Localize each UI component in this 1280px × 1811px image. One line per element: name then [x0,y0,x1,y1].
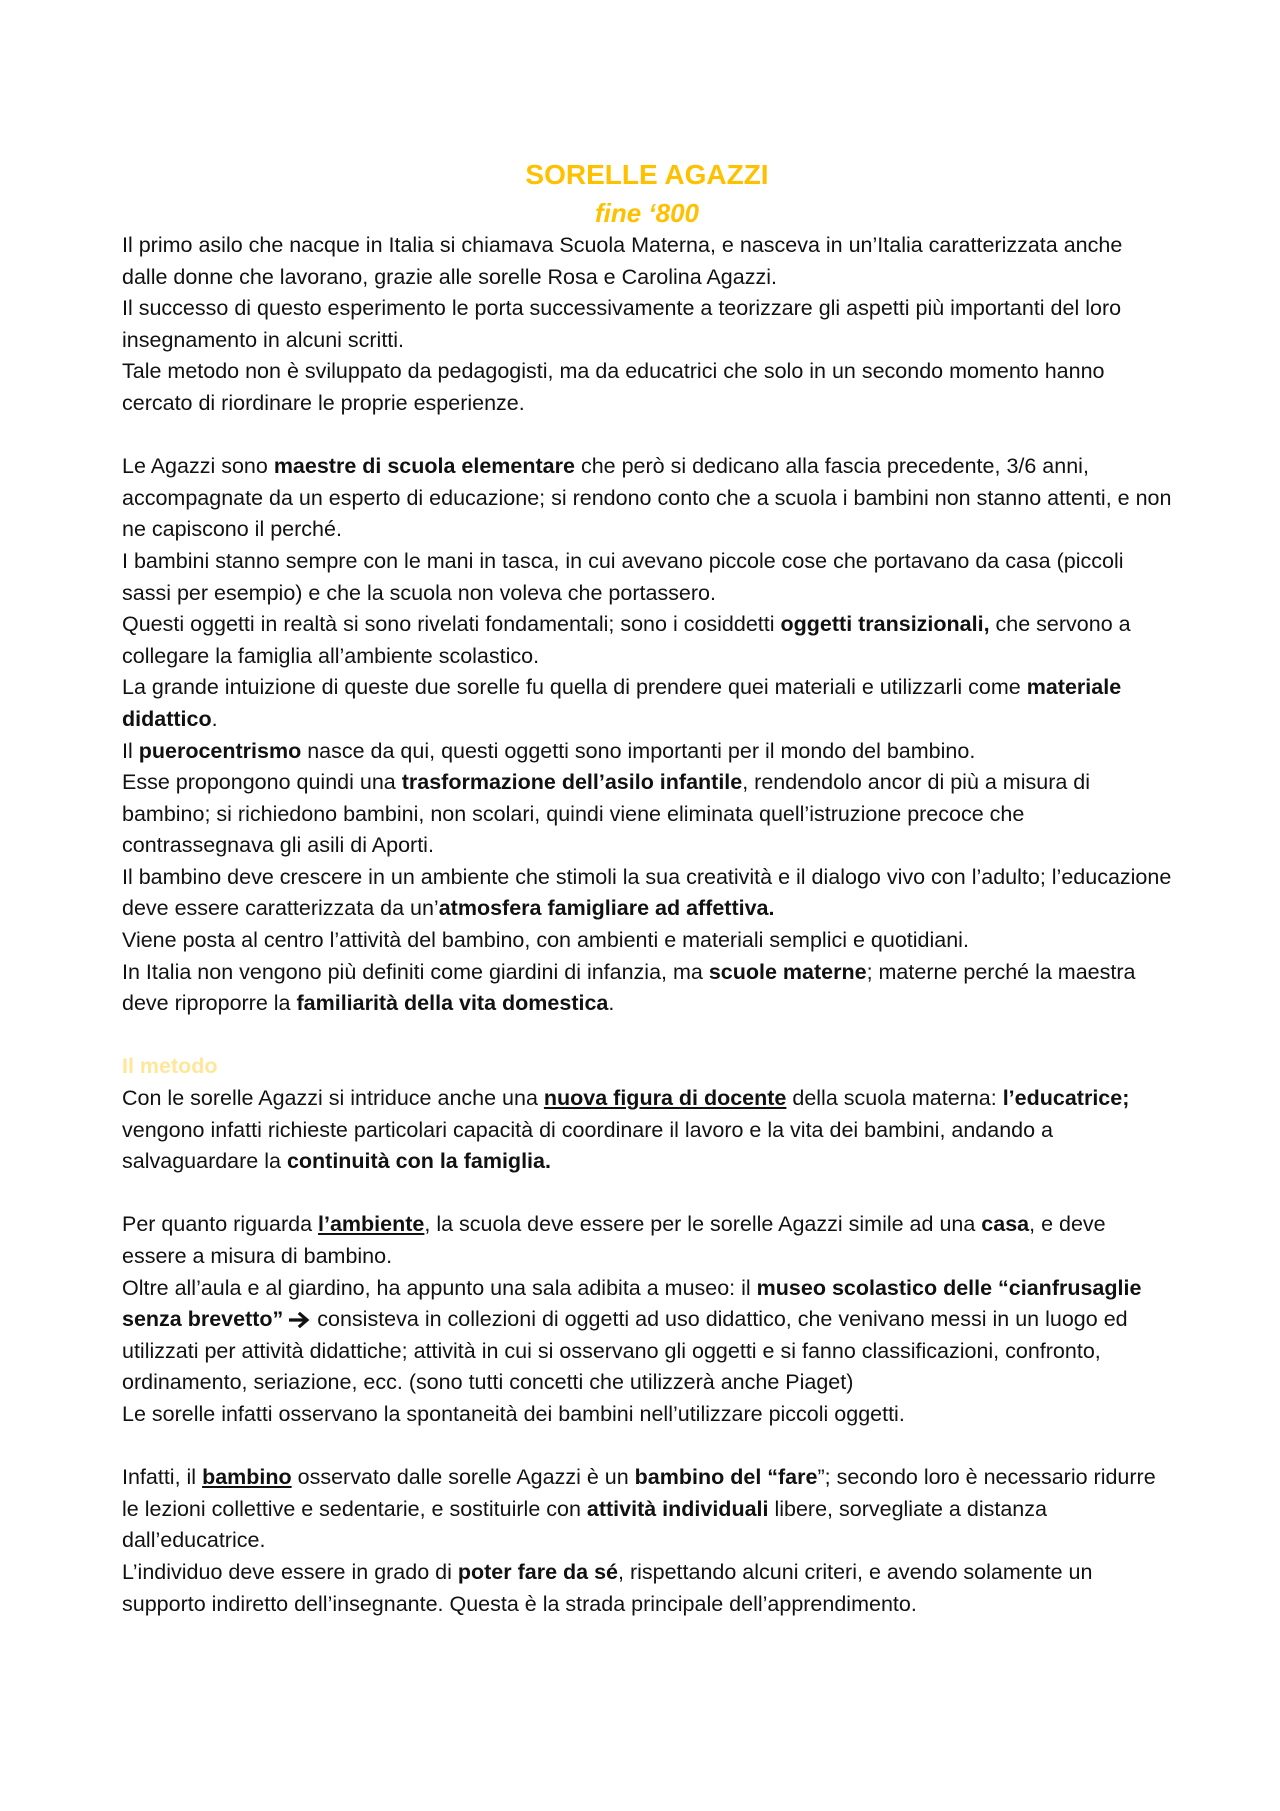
agazzi-paragraph-4: La grande intuizione di queste due sorelle fu quella di prendere quei materiali e utilizzarli come materiale didattico. [122,675,1122,731]
right-arrow-icon [289,1312,311,1328]
ambiente-paragraph-3: Le sorelle infatti osservano la spontaneità dei bambini nell’utilizzare piccoli oggetti. [122,1401,905,1426]
bambino-paragraph-1: Infatti, il bambino osservato dalle sorelle Agazzi è un bambino del “fare”; secondo loro è necessario ridurre le lezioni collettive e sedentarie, e sostituirle con attività individuali libere, sorvegliate a distanza dall’educatrice. [122,1465,1156,1553]
agazzi-paragraph-7: Il bambino deve crescere in un ambiente che stimoli la sua creatività e il dialogo vivo con l’adulto; l’educazione deve essere caratterizzata da un’atmosfera famigliare ad affettiva. [122,864,1172,921]
agazzi-paragraph-6: Esse propongono quindi una trasformazione dell’asilo infantile, rendendolo ancor di più a misura di bambino; si richiedono bambini, non scolari, quindi viene eliminata quell’istruzione precoce che contrassegnava gli asili di Aporti. [122,770,1091,858]
spacer [122,1431,1172,1463]
page-subtitle: fine ‘800 [594,198,700,228]
bambino-paragraph-2: L’individuo deve essere in grado di poter fare da sé, rispettando alcuni criteri, e avendo solamente un supporto indiretto dell’insegnante. Questa è la strada principale dell’apprendimento. [122,1559,1093,1616]
agazzi-paragraph-2: I bambini stanno sempre con le mani in tasca, in cui avevano piccole cose che portavano da casa (piccoli sassi per esempio) e che la scuola non voleva che portassero. [122,548,1124,605]
ambiente-paragraph-2: Oltre all’aula e al giardino, ha appunto una sala adibita a museo: il museo scolastico delle “cianfrusaglie senza brevetto” consisteva in collezioni di oggetti ad uso didattico, che venivano messi in un luogo ed utilizzati per attività didattiche; attività in cui si osservano gli oggetti e si fanno classificazioni, confronto, ordinamento, seriazione, ecc. (sono tutti concetti che utilizzerà anche Piaget) [122,1275,1142,1395]
document-body [122,156,1172,1620]
page-title: SORELLE AGAZZI [525,159,769,190]
spacer [122,420,1172,452]
intro-paragraph-2: Il successo di questo esperimento le porta successivamente a teorizzare gli aspetti più importanti del loro insegnamento in alcuni scritti. [122,296,1122,352]
spacer [122,1020,1172,1052]
ambiente-paragraph-1: Per quanto riguarda l’ambiente, la scuola deve essere per le sorelle Agazzi simile ad una casa, e deve essere a misura di bambino. [122,1212,1106,1268]
section-heading-metodo: Il metodo [122,1054,218,1079]
agazzi-paragraph-3: Questi oggetti in realtà si sono rivelati fondamentali; sono i cosiddetti oggetti transizionali, che servono a collegare la famiglia all’ambiente scolastico. [122,612,1131,668]
agazzi-paragraph-8: Viene posta al centro l’attività del bambino, con ambienti e materiali semplici e quotidiani. [122,928,969,953]
agazzi-paragraph-5: Il puerocentrismo nasce da qui, questi oggetti sono importanti per il mondo del bambino. [122,738,976,763]
intro-paragraph-1: Il primo asilo che nacque in Italia si chiamava Scuola Materna, e nasceva in un’Italia caratterizzata anche dalle donne che lavorano, grazie alle sorelle Rosa e Carolina Agazzi. [122,233,1123,289]
agazzi-paragraph-1: Le Agazzi sono maestre di scuola elementare che però si dedicano alla fascia precedente, 3/6 anni, accompagnate da un esperto di educazione; si rendono conto che a scuola i bambini non stanno attenti, e non ne capiscono il perché. [122,454,1172,542]
metodo-paragraph-1: Con le sorelle Agazzi si intriduce anche una nuova figura di docente della scuola materna: l’educatrice; vengono infatti richieste particolari capacità di coordinare il lavoro e la vita dei bambini, andando a salvaguardare la continuità con la famiglia. [122,1086,1130,1174]
intro-paragraph-3: Tale metodo non è sviluppato da pedagogisti, ma da educatrici che solo in un secondo momento hanno cercato di riordinare le proprie esperienze. [122,359,1105,415]
spacer [122,1178,1172,1210]
agazzi-paragraph-9: In Italia non vengono più definiti come giardini di infanzia, ma scuole materne; materne perché la maestra deve riproporre la familiarità della vita domestica. [122,959,1136,1016]
